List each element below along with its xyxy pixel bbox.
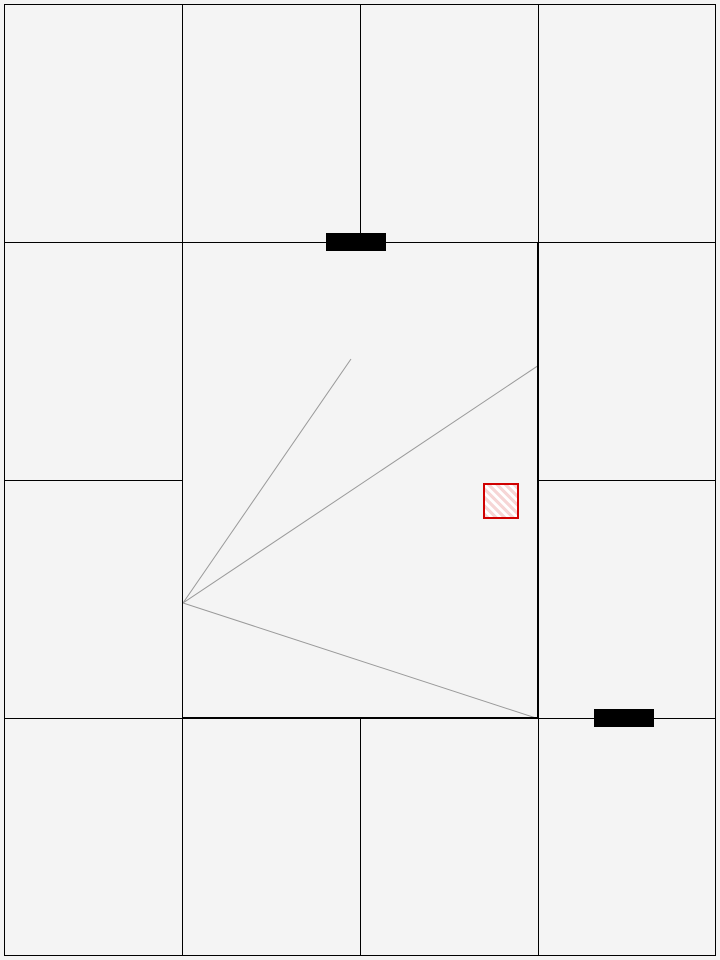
palace-tai-bach [538,718,716,956]
palace-the-thiep [182,718,361,956]
aspect-lines [183,243,538,718]
palace-tat-ach [538,480,716,719]
tuan-badge [594,709,654,727]
palace-no-boc [538,4,716,243]
palace-tu-tuc [360,718,539,956]
palace-dien-trach [182,4,361,243]
palace-huynh-de [4,718,183,956]
center-info-panel [182,242,538,718]
qr-code[interactable] [449,549,521,621]
palace-quan-loc [360,4,539,243]
triet-badge [326,233,386,251]
palace-phuc-duc [4,4,183,243]
palace-phu-mau [4,242,183,481]
palace-menh [4,480,183,719]
red-seal-stamp [483,483,519,519]
palace-thien-di [538,242,716,481]
